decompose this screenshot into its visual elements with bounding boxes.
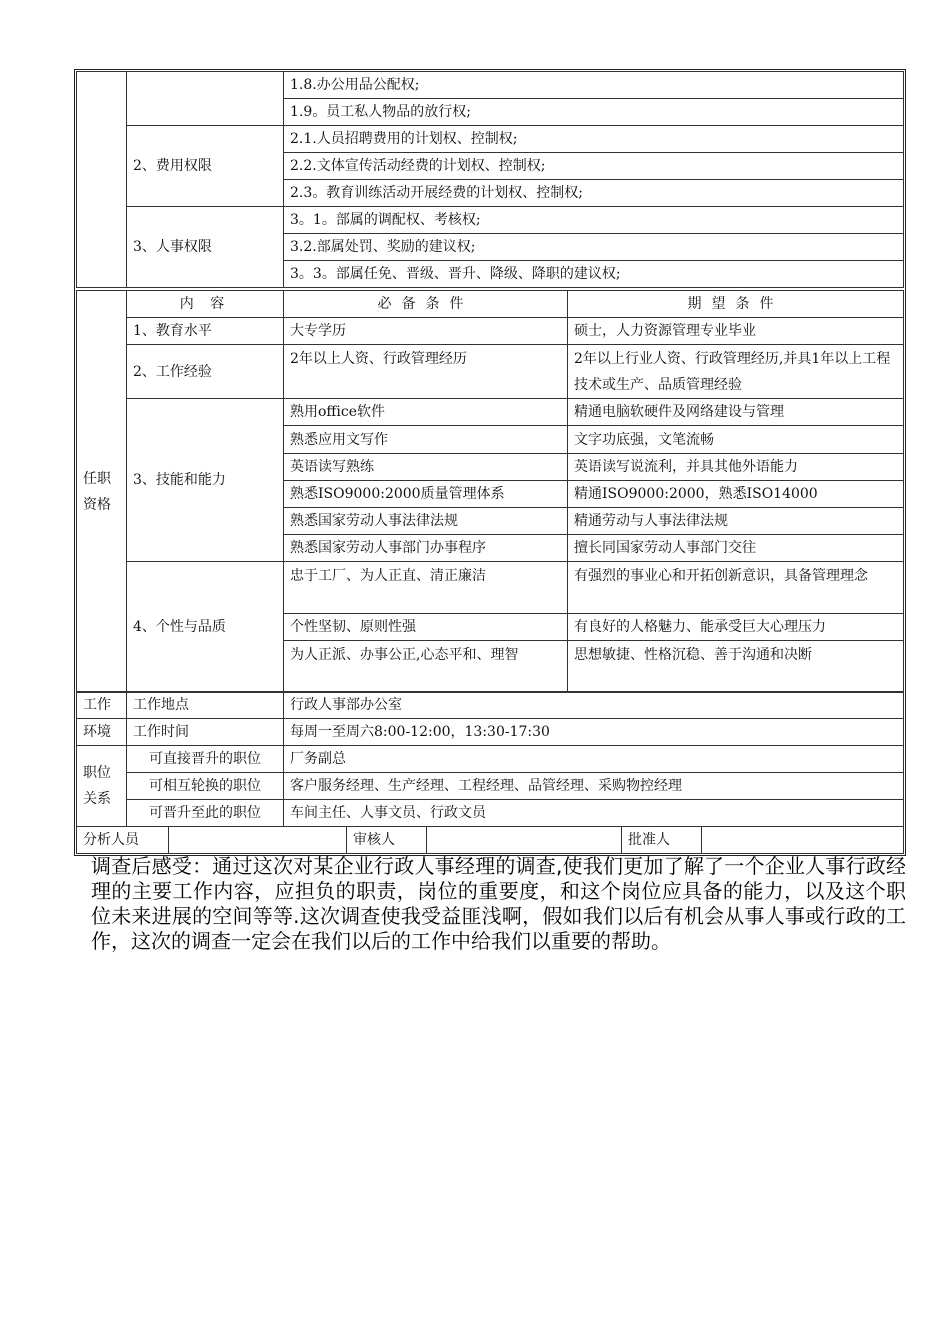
table-row [77, 562, 904, 614]
education-label: 1、教育水平 [127, 318, 284, 345]
skill-desired: 文字功底强，文笔流畅 [568, 426, 904, 454]
survey-comment-paragraph: 调查后感受：通过这次对某企业行政人事经理的调查,使我们更加了解了一个企业人事行政经理的主要工作内容，应担负的职责，岗位的重要度，和这个岗位应具备的能力，以及这个职位未来进展的空间等等.这次调查使我受益匪浅啊，假如我们以后有机会从事人事或行政的工作，这次的调查一定会在我们以后的工作中给我们以重要的帮助。 [91, 854, 906, 953]
signoff-table [76, 826, 904, 854]
personality-required: 个性坚韧、原则性强 [284, 614, 568, 641]
table-row [77, 345, 904, 399]
skill-desired: 精通ISO9000:2000，熟悉ISO14000 [568, 481, 904, 508]
environment-section-label-1: 工作 [77, 692, 127, 719]
education-required: 大专学历 [284, 318, 568, 345]
personality-label: 4、个性与品质 [127, 562, 284, 693]
analyst-field [169, 827, 347, 854]
skill-required: 熟用office软件 [284, 399, 568, 426]
personality-desired: 有强烈的事业心和开拓创新意识，具备管理理念 [568, 562, 904, 614]
relation-value: 车间主任、人事文员、行政文员 [284, 800, 904, 827]
relations-section-label-1: 职位 [83, 765, 111, 781]
table-row [77, 126, 904, 153]
reviewer-label: 审核人 [347, 827, 427, 854]
table-row [77, 719, 904, 746]
environment-section-label-2: 环境 [77, 719, 127, 746]
experience-label: 2、工作经验 [127, 345, 284, 399]
skill-desired: 精通电脑软硬件及网络建设与管理 [568, 399, 904, 426]
authority-item: 2.1.人员招聘费用的计划权、控制权; [284, 126, 904, 153]
personality-desired: 思想敏捷、性格沉稳、善于沟通和决断 [568, 641, 904, 693]
authority-section-cell [77, 72, 127, 288]
time-value: 每周一至周六8:00-12:00，13:30-17:30 [284, 719, 904, 746]
table-row [77, 72, 904, 99]
qualifications-table [76, 290, 904, 693]
relation-label: 可直接晋升的职位 [127, 746, 284, 773]
relations-table [76, 745, 904, 827]
relation-value: 客户服务经理、生产经理、工程经理、品管经理、采购物控经理 [284, 773, 904, 800]
skill-desired: 英语读写说流利，并具其他外语能力 [568, 454, 904, 481]
approver-label: 批准人 [622, 827, 702, 854]
authority-item: 1.9。员工私人物品的放行权; [284, 99, 904, 126]
authority-item: 3。3。部属任免、晋级、晋升、降级、降职的建议权; [284, 261, 904, 288]
authority-item: 3。1。部属的调配权、考核权; [284, 207, 904, 234]
skill-desired: 擅长同国家劳动人事部门交往 [568, 535, 904, 562]
header-content: 内 容 [127, 291, 284, 318]
personnel-authority-label: 3、人事权限 [127, 207, 284, 288]
table-row [77, 746, 904, 773]
skill-required: 熟悉应用文写作 [284, 426, 568, 454]
table-row [77, 827, 904, 854]
table-row [77, 207, 904, 234]
skill-required: 熟悉国家劳动人事法律法规 [284, 508, 568, 535]
table-row [77, 318, 904, 345]
skill-required: 熟悉ISO9000:2000质量管理体系 [284, 481, 568, 508]
skill-required: 英语读写熟练 [284, 454, 568, 481]
time-label: 工作时间 [127, 719, 284, 746]
analyst-label: 分析人员 [77, 827, 169, 854]
education-desired: 硕士，人力资源管理专业毕业 [568, 318, 904, 345]
authority-table [76, 71, 904, 288]
relation-value: 厂务副总 [284, 746, 904, 773]
skills-label: 3、技能和能力 [127, 399, 284, 562]
skill-desired: 精通劳动与人事法律法规 [568, 508, 904, 535]
relations-section-label-2: 关系 [83, 791, 111, 807]
relation-label: 可晋升至此的职位 [127, 800, 284, 827]
experience-desired: 2年以上行业人资、行政管理经历,并具1年以上工程技术或生产、品质管理经验 [568, 345, 904, 399]
skill-required: 熟悉国家劳动人事部门办事程序 [284, 535, 568, 562]
cost-authority-label: 2、费用权限 [127, 126, 284, 207]
personality-required: 忠于工厂、为人正直、清正廉洁 [284, 562, 568, 614]
personality-desired: 有良好的人格魅力、能承受巨大心理压力 [568, 614, 904, 641]
authority-item: 1.8.办公用品公配权; [284, 72, 904, 99]
authority-item: 3.2.部属处罚、奖励的建议权; [284, 234, 904, 261]
location-value: 行政人事部办公室 [284, 692, 904, 719]
table-row [77, 773, 904, 800]
table-row [77, 800, 904, 827]
authority-item: 2.3。教育训练活动开展经费的计划权、控制权; [284, 180, 904, 207]
environment-table [76, 691, 904, 746]
table-row [77, 399, 904, 426]
qualifications-section-label: 任职资格 [77, 291, 127, 693]
approver-field [702, 827, 904, 854]
authority-item: 2.2.文体宣传活动经费的计划权、控制权; [284, 153, 904, 180]
authority-group-1-cell [127, 72, 284, 126]
personality-required: 为人正派、办事公正,心态平和、理智 [284, 641, 568, 693]
table-row [77, 692, 904, 719]
header-required: 必备条件 [284, 291, 568, 318]
table-row [77, 291, 904, 318]
reviewer-field [427, 827, 622, 854]
location-label: 工作地点 [127, 692, 284, 719]
relation-label: 可相互轮换的职位 [127, 773, 284, 800]
header-desired: 期望条件 [568, 291, 904, 318]
experience-required: 2年以上人资、行政管理经历 [284, 345, 568, 399]
relations-section-label [77, 746, 127, 827]
